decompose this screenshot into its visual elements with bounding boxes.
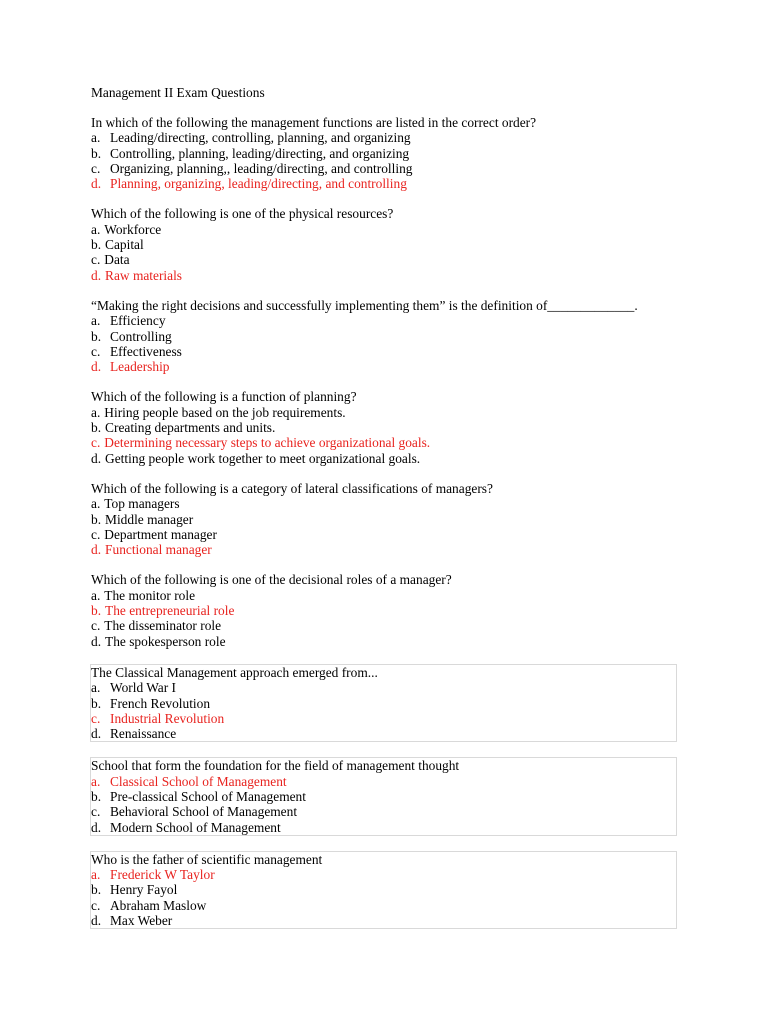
option-letter: d. bbox=[91, 913, 102, 929]
answer-option bbox=[91, 161, 681, 176]
answer-option bbox=[91, 496, 681, 511]
answer-option bbox=[91, 696, 676, 711]
option-text: Middle manager bbox=[105, 511, 194, 527]
option-letter: a. bbox=[91, 221, 101, 237]
answer-option-correct bbox=[91, 603, 681, 618]
question-text: “Making the right decisions and successfully implementing them” is the definition of_____________. bbox=[91, 297, 638, 313]
answer-option-correct bbox=[91, 774, 676, 789]
option-letter: d. bbox=[91, 633, 102, 649]
option-letter: a. bbox=[91, 313, 101, 329]
answer-option bbox=[91, 882, 676, 897]
option-letter: a. bbox=[91, 496, 101, 512]
question-block bbox=[91, 206, 681, 282]
option-letter: c. bbox=[91, 343, 101, 359]
question-block bbox=[90, 757, 677, 835]
option-text: Creating departments and units. bbox=[105, 420, 276, 436]
question-block bbox=[91, 481, 681, 557]
answer-option bbox=[91, 252, 681, 267]
option-text: Max Weber bbox=[110, 913, 173, 929]
question-block bbox=[90, 851, 677, 929]
question-text: Which of the following is a category of lateral classifications of managers? bbox=[91, 480, 493, 496]
option-letter: a. bbox=[91, 130, 101, 146]
option-letter: b. bbox=[91, 603, 102, 619]
option-text: The spokesperson role bbox=[105, 633, 226, 649]
option-text: The monitor role bbox=[104, 587, 196, 603]
option-text: Controlling, planning, leading/directing, and organizing bbox=[110, 145, 410, 161]
option-text: Industrial Revolution bbox=[110, 710, 225, 726]
option-text: Top managers bbox=[104, 496, 180, 512]
answer-option bbox=[91, 820, 676, 835]
option-letter: c. bbox=[91, 710, 101, 726]
option-text: The entrepreneurial role bbox=[105, 603, 235, 619]
page-title: Management II Exam Questions bbox=[91, 85, 265, 100]
option-text: Pre-classical School of Management bbox=[110, 788, 306, 804]
question-block bbox=[90, 664, 677, 742]
option-letter: b. bbox=[91, 511, 102, 527]
answer-option bbox=[91, 405, 681, 420]
answer-option-correct bbox=[91, 867, 676, 882]
option-text: Leadership bbox=[110, 359, 170, 375]
option-letter: a. bbox=[91, 773, 101, 789]
answer-option bbox=[91, 329, 681, 344]
option-letter: b. bbox=[91, 882, 102, 898]
question-block bbox=[91, 115, 681, 191]
answer-option bbox=[91, 913, 676, 928]
option-letter: b. bbox=[91, 420, 102, 436]
option-letter: c. bbox=[91, 618, 101, 634]
option-letter: a. bbox=[91, 587, 101, 603]
question-text: School that form the foundation for the field of management thought bbox=[91, 758, 460, 774]
option-letter: d. bbox=[91, 726, 102, 742]
answer-option bbox=[91, 237, 681, 252]
option-letter: c. bbox=[91, 804, 101, 820]
answer-option-correct bbox=[91, 711, 676, 726]
option-text: Planning, organizing, leading/directing, and controlling bbox=[110, 176, 407, 192]
answer-option bbox=[91, 130, 681, 145]
answer-option bbox=[91, 618, 681, 633]
answer-option bbox=[91, 222, 681, 237]
answer-option-correct bbox=[91, 359, 681, 374]
option-letter: c. bbox=[91, 897, 101, 913]
option-letter: d. bbox=[91, 267, 102, 283]
answer-option bbox=[91, 451, 681, 466]
answer-option bbox=[91, 313, 681, 328]
question-text: The Classical Management approach emerged from... bbox=[91, 664, 378, 680]
answer-option bbox=[91, 588, 681, 603]
answer-option bbox=[91, 146, 681, 161]
answer-option-correct bbox=[91, 176, 681, 191]
option-letter: c. bbox=[91, 252, 101, 268]
document-page bbox=[91, 84, 681, 944]
option-text: World War I bbox=[110, 680, 177, 696]
option-letter: b. bbox=[91, 237, 102, 253]
option-letter: d. bbox=[91, 176, 102, 192]
option-text: Organizing, planning,, leading/directing, and controlling bbox=[110, 160, 413, 176]
option-letter: d. bbox=[91, 450, 102, 466]
option-text: Efficiency bbox=[110, 313, 166, 329]
question-block bbox=[91, 572, 681, 648]
question-text: Which of the following is one of the physical resources? bbox=[91, 206, 394, 222]
option-text: Department manager bbox=[104, 526, 217, 542]
option-letter: b. bbox=[91, 695, 102, 711]
option-letter: c. bbox=[91, 160, 101, 176]
answer-option bbox=[91, 726, 676, 741]
question-block bbox=[91, 389, 681, 465]
answer-option bbox=[91, 680, 676, 695]
answer-option-correct bbox=[91, 435, 681, 450]
answer-option bbox=[91, 804, 676, 819]
answer-option bbox=[91, 898, 676, 913]
option-text: Classical School of Management bbox=[110, 773, 287, 789]
option-letter: a. bbox=[91, 680, 101, 696]
option-text: Abraham Maslow bbox=[110, 897, 207, 913]
option-text: Determining necessary steps to achieve organizational goals. bbox=[104, 435, 431, 451]
option-text: Raw materials bbox=[105, 267, 183, 283]
answer-option bbox=[91, 512, 681, 527]
option-text: Hiring people based on the job requirements. bbox=[104, 404, 346, 420]
option-letter: c. bbox=[91, 435, 101, 451]
option-letter: b. bbox=[91, 328, 102, 344]
option-text: Leading/directing, controlling, planning, and organizing bbox=[110, 130, 411, 146]
question-list bbox=[91, 115, 681, 929]
option-text: Functional manager bbox=[105, 542, 212, 558]
question-text: Who is the father of scientific management bbox=[91, 851, 323, 867]
option-text: Getting people work together to meet organizational goals. bbox=[105, 450, 421, 466]
question-block bbox=[91, 298, 681, 374]
option-text: Controlling bbox=[110, 328, 172, 344]
option-letter: d. bbox=[91, 359, 102, 375]
option-text: Data bbox=[104, 252, 130, 268]
option-text: Capital bbox=[105, 237, 144, 253]
option-letter: d. bbox=[91, 819, 102, 835]
option-letter: b. bbox=[91, 788, 102, 804]
answer-option-correct bbox=[91, 542, 681, 557]
answer-option bbox=[91, 634, 681, 649]
option-letter: b. bbox=[91, 145, 102, 161]
question-text: Which of the following is a function of planning? bbox=[91, 389, 357, 405]
option-text: Effectiveness bbox=[110, 343, 182, 359]
option-text: Modern School of Management bbox=[110, 819, 281, 835]
question-text: In which of the following the management functions are listed in the correct order? bbox=[91, 115, 537, 130]
option-text: French Revolution bbox=[110, 695, 211, 711]
answer-option bbox=[91, 527, 681, 542]
option-letter: a. bbox=[91, 867, 101, 883]
option-text: Frederick W Taylor bbox=[110, 867, 215, 883]
answer-option-correct bbox=[91, 268, 681, 283]
option-text: The disseminator role bbox=[104, 618, 222, 634]
question-text: Which of the following is one of the decisional roles of a manager? bbox=[91, 572, 452, 588]
answer-option bbox=[91, 344, 681, 359]
option-text: Henry Fayol bbox=[110, 882, 178, 898]
option-text: Renaissance bbox=[110, 726, 177, 742]
option-text: Behavioral School of Management bbox=[110, 804, 298, 820]
option-letter: c. bbox=[91, 526, 101, 542]
option-letter: d. bbox=[91, 542, 102, 558]
answer-option bbox=[91, 420, 681, 435]
answer-option bbox=[91, 789, 676, 804]
option-letter: a. bbox=[91, 404, 101, 420]
option-text: Workforce bbox=[104, 221, 162, 237]
